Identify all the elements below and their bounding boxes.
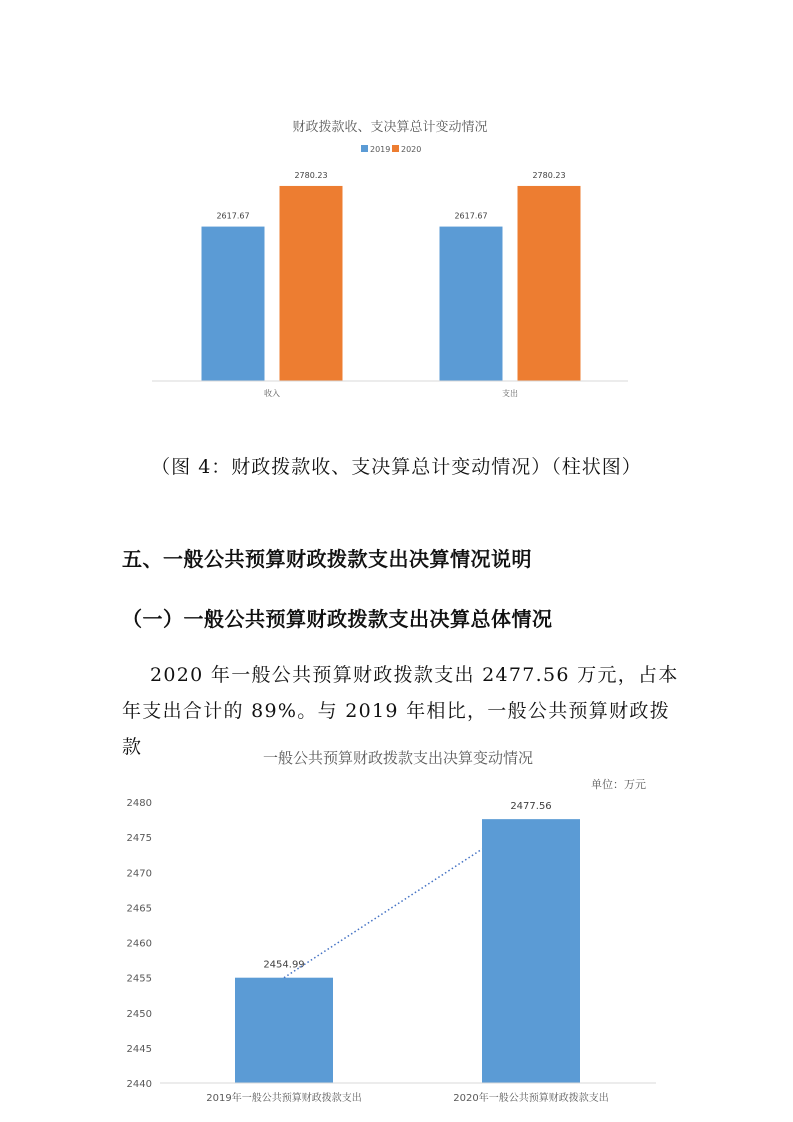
data-label-1: 2477.56	[510, 801, 552, 813]
y-tick-label: 2455	[126, 973, 152, 985]
data-label-0: 2454.99	[263, 959, 305, 971]
category-label-0: 2019年一般公共预算财政拨款支出	[206, 1093, 362, 1104]
bar-2020-1	[518, 186, 581, 381]
category-label-1: 2020年一般公共预算财政拨款支出	[453, 1093, 609, 1104]
y-tick-label: 2470	[126, 868, 152, 880]
chart2-bars	[235, 801, 580, 1083]
y-tick-label: 2445	[126, 1043, 152, 1055]
data-label-2020-0: 2780.23	[294, 170, 328, 180]
category-label-0: 收入	[264, 389, 280, 398]
chart1-bars	[202, 171, 581, 381]
data-label-2019-1: 2617.67	[454, 211, 488, 221]
bar-1	[482, 819, 580, 1083]
bar-0	[235, 978, 333, 1083]
chart2-y-axis	[127, 798, 152, 1090]
subsection-heading: （一）一般公共预算财政拨款支出决算总体情况	[122, 607, 553, 631]
chart2-trendline	[284, 849, 482, 978]
chart-general-budget-expenditure	[0, 730, 793, 1122]
y-tick-label: 2440	[126, 1079, 152, 1090]
paragraph-line-1: 2020 年一般公共预算财政拨款支出 2477.56 万元，占本	[150, 664, 679, 686]
paragraph-line-2: 年支出合计的 89%。与 2019 年相比，一般公共预算财政拨款	[122, 700, 671, 758]
chart2-title: 一般公共预算财政拨款支出决算变动情况	[262, 749, 534, 767]
bar-2020-0	[280, 186, 343, 381]
chart-financial-appropriation-totals	[0, 0, 793, 420]
figure-caption: （图 4：财政拨款收、支决算总计变动情况）（柱状图）	[151, 456, 642, 478]
y-tick-label: 2465	[126, 903, 152, 915]
chart1-title: 财政拨款收、支决算总计变动情况	[292, 120, 488, 135]
y-tick-label: 2460	[126, 938, 152, 950]
legend-swatch-2019	[361, 145, 368, 152]
legend-label-2020: 2020	[401, 145, 422, 154]
data-label-2019-0: 2617.67	[216, 211, 250, 221]
legend-swatch-2020	[392, 145, 399, 152]
data-label-2020-1: 2780.23	[532, 170, 566, 180]
bar-2019-0	[202, 227, 265, 381]
y-tick-label: 2475	[126, 833, 152, 845]
section-heading: 五、一般公共预算财政拨款支出决算情况说明	[122, 547, 532, 571]
y-tick-label: 2480	[126, 798, 152, 809]
chart2-category-labels	[206, 1091, 608, 1104]
chart1-category-labels	[264, 388, 518, 398]
y-tick-label: 2450	[126, 1008, 152, 1020]
legend-label-2019: 2019	[370, 145, 391, 154]
chart1-legend	[361, 145, 421, 154]
bar-2019-1	[440, 227, 503, 381]
category-label-1: 支出	[502, 389, 518, 398]
chart2-unit: 单位：万元	[591, 778, 646, 791]
